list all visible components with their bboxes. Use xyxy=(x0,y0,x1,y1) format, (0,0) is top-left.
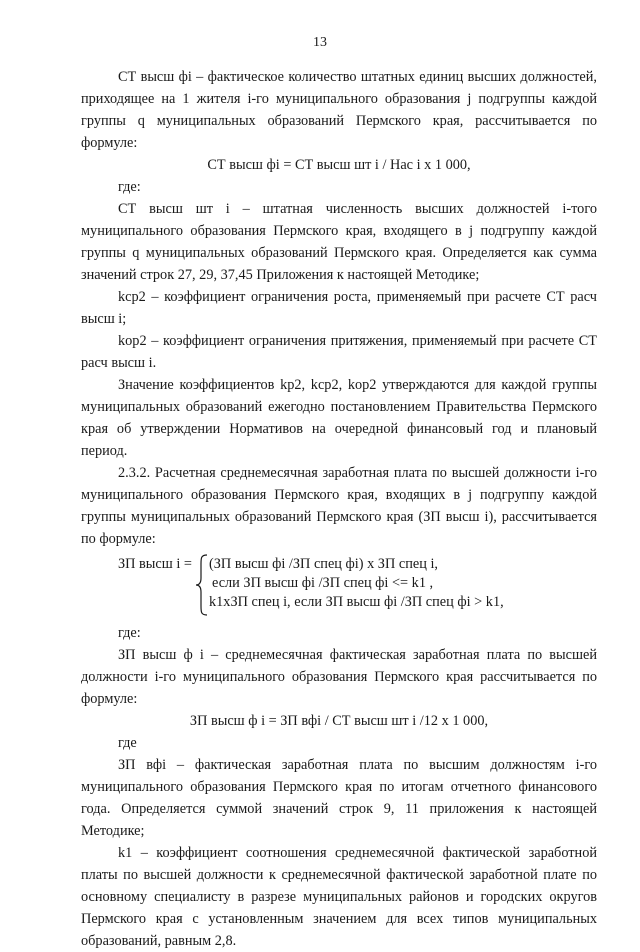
piecewise-case-2: k1хЗП спец i, если ЗП высш фi /ЗП спец фi > k1, xyxy=(209,594,504,610)
piecewise-lhs: ЗП высш i = xyxy=(118,556,192,572)
piecewise-formula xyxy=(81,554,597,616)
formula-zp-vyssh-f: ЗП высш ф i = ЗП вфi / СТ высш шт i /12 х 1 000, xyxy=(189,713,489,729)
paragraph-st-vyssh-fi: СТ высш фi – фактическое количество штатных единиц высших должностей, приходящее на 1 жителя i-го муниципального образования j подгруппы каждой группы q муниципальных образований Пермского края, рассчитывается по формуле: xyxy=(81,69,597,151)
paragraph-zp-vfi: ЗП вфi – фактическая заработная плата по высшим должностям i-го муниципального образования Пермского края по итогам отчетного финансового года. Определяется суммой значений строк 9, 11 приложения к настоящей Методике; xyxy=(81,757,597,839)
piecewise-case-1: (ЗП высш фi /ЗП спец фi) х ЗП спец i, xyxy=(209,556,438,572)
curly-brace-icon xyxy=(195,554,209,616)
paragraph-kcp2: kср2 – коэффициент ограничения роста, применяемый при расчете СТ расч высш i; xyxy=(81,289,597,327)
paragraph-zp-vyssh-f: ЗП высш ф i – среднемесячная фактическая заработная плата по высшей должности i-го муниципального образования Пермского края рассчитывается по формуле: xyxy=(81,647,597,707)
paragraph-coefficients: Значение коэффициентов kр2, kср2, kор2 утверждаются для каждой группы муниципальных образований ежегодно постановлением Правительства Пермского края об утверждении Нормативов на очередной финансовый год и плановый период. xyxy=(81,377,597,459)
formula-st-vyssh-fi: СТ высш фi = СТ высш шт i / Нас i х 1 000, xyxy=(207,157,471,173)
where-label: где: xyxy=(118,625,141,641)
paragraph-st-vyssh-sht: СТ высш шт i – штатная численность высших должностей i-того муниципального образования Пермского края, входящего в j подгруппу каждой группы q муниципальных образований Пермского края. Определяется как сумма значений строк 27, 29, 37,45 Приложения к настоящей Методике; xyxy=(81,201,597,283)
page-number: 13 xyxy=(313,35,327,50)
where-label: где xyxy=(118,735,137,751)
piecewise-condition-1: если ЗП высш фi /ЗП спец фi <= k1 , xyxy=(212,575,434,591)
document-body xyxy=(81,66,597,952)
paragraph-kop2: kор2 – коэффициент ограничения притяжения, применяемый при расчете СТ расч высш i. xyxy=(81,333,597,371)
where-label: где: xyxy=(118,179,141,195)
section-2-3-2: 2.3.2. Расчетная среднемесячная заработная плата по высшей должности i-го муниципального образования Пермского края, входящих в j подгруппу каждой группы муниципальных образований Пермского края (ЗП высш i), рассчитывается по формуле: xyxy=(81,465,597,547)
paragraph-k1: k1 – коэффициент соотношения среднемесячной фактической заработной платы по высшей должности к среднемесячной фактической заработной плате по основному специалисту в разрезе муниципальных районов и городских округов Пермского края с установленным значением для всех типов муниципальных образований, равным 2,8. xyxy=(81,845,597,949)
